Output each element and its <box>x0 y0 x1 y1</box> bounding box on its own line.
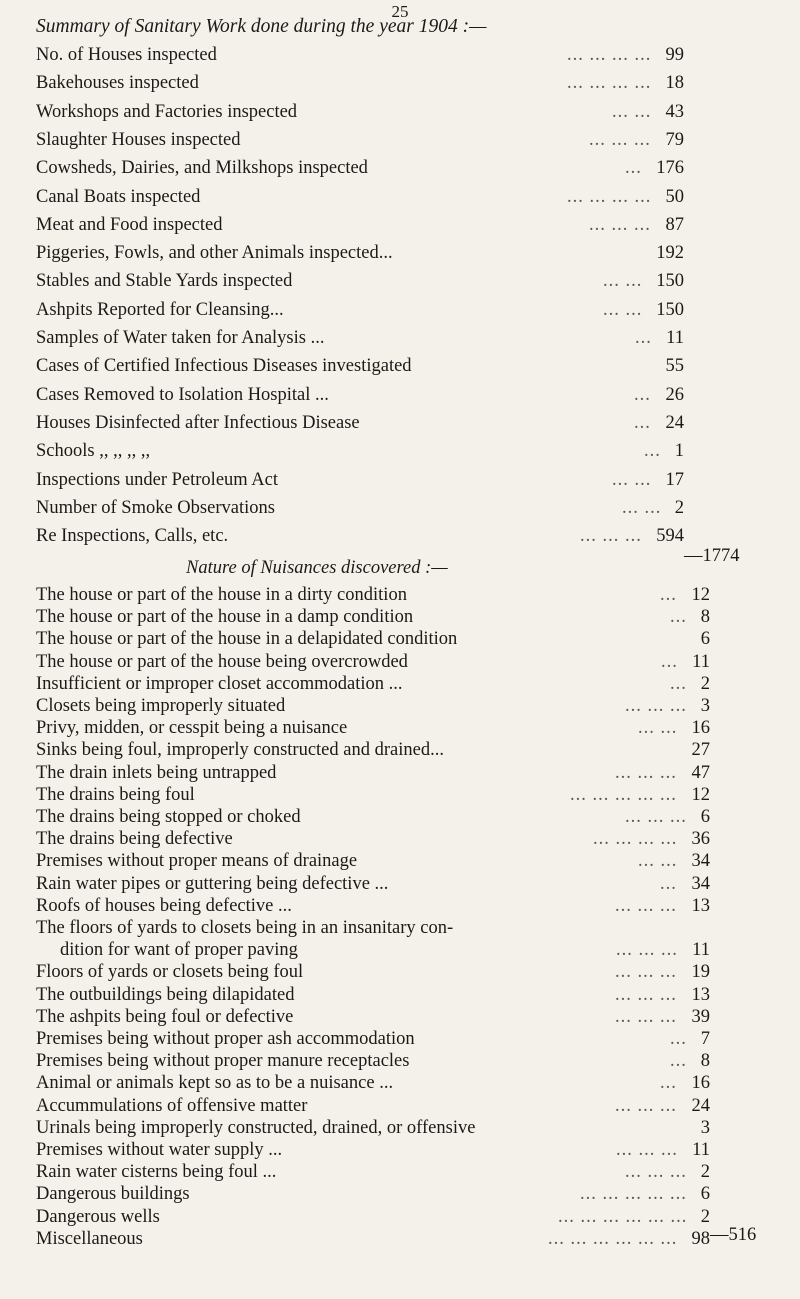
inspection-count: 1 <box>674 441 684 462</box>
inspection-count: 150 <box>656 271 684 292</box>
nuisance-label: Urinals being improperly constructed, drained, or offensive <box>36 1117 476 1138</box>
inspection-leader-dots: ... ... <box>622 497 662 518</box>
nuisance-count: 27 <box>691 740 710 761</box>
nuisance-count: 6 <box>700 1184 710 1205</box>
inspection-row <box>36 42 684 68</box>
inspection-label: No. of Houses inspected <box>36 45 217 65</box>
nuisance-count: 6 <box>700 807 710 827</box>
inspection-count: 176 <box>656 158 684 179</box>
inspection-row <box>36 410 684 436</box>
inspection-leader-dots: ... ... <box>603 299 643 320</box>
nuisance-leader-dots: ... ... ... <box>615 1006 677 1027</box>
nuisance-count: 11 <box>692 651 710 672</box>
inspection-count: 11 <box>666 328 684 348</box>
inspection-count: 79 <box>665 129 684 150</box>
inspection-count: 594 <box>656 526 684 547</box>
inspection-leader-dots: ... <box>635 328 652 348</box>
inspection-leader-dots: ... ... ... ... <box>567 73 652 94</box>
nuisance-label: The drains being defective <box>36 829 233 850</box>
nuisance-label: Premises without water supply ... <box>36 1140 283 1160</box>
nuisance-label: Dangerous wells <box>36 1206 160 1227</box>
nuisance-label: Animal or animals kept so as to be a nuisance ... <box>36 1073 394 1094</box>
nuisance-label: Rain water cisterns being foul ... <box>36 1162 277 1183</box>
nuisance-leader-dots: ... <box>670 607 687 628</box>
nuisance-leader-dots: ... <box>670 1029 687 1049</box>
nuisance-label: Floors of yards or closets being foul <box>36 962 304 983</box>
inspection-label: Workshops and Factories inspected <box>36 101 298 122</box>
inspection-row <box>36 240 684 266</box>
inspection-count: 150 <box>656 299 684 320</box>
inspection-row <box>36 212 684 238</box>
inspection-row <box>36 353 684 379</box>
inspection-leader-dots: ... ... <box>603 271 643 292</box>
nuisance-label: The drains being stopped or choked <box>36 807 301 827</box>
inspection-row <box>36 523 684 549</box>
nuisance-leader-dots: ... <box>670 1051 687 1072</box>
nuisance-count: 8 <box>700 607 710 628</box>
inspection-label: Houses Disinfected after Infectious Disease <box>36 412 360 433</box>
inspection-row <box>36 99 684 125</box>
nuisance-leader-dots: ... ... ... ... ... ... <box>558 1206 688 1227</box>
inspection-leader-dots: ... <box>634 384 651 405</box>
inspection-label: Cases Removed to Isolation Hospital ... <box>36 384 329 405</box>
nuisance-leader-dots: ... ... ... <box>615 962 677 983</box>
nuisance-label: Premises without proper means of drainage <box>36 851 358 872</box>
inspection-row <box>36 495 684 521</box>
inspection-label: Piggeries, Fowls, and other Animals inspected... <box>36 243 393 264</box>
nuisance-leader-dots: ... ... ... <box>615 1095 677 1116</box>
inspection-row <box>36 70 684 96</box>
inspection-count: 26 <box>665 384 684 405</box>
nuisance-leader-dots: ... ... ... ... ... <box>570 784 677 805</box>
nuisance-count: 6 <box>700 629 710 650</box>
inspection-label: Inspections under Petroleum Act <box>36 469 278 490</box>
inspection-label: Canal Boats inspected <box>36 186 201 207</box>
nuisance-label: Dangerous buildings <box>36 1184 190 1205</box>
nuisance-count: 13 <box>691 984 710 1005</box>
nuisance-label: Insufficient or improper closet accommodation ... <box>36 673 403 694</box>
inspection-leader-dots: ... ... <box>612 101 652 122</box>
nuisance-count: 36 <box>691 829 710 850</box>
nuisance-label: The house or part of the house in a damp condition <box>36 607 414 628</box>
inspection-label: Number of Smoke Observations <box>36 497 275 518</box>
inspection-label: Re Inspections, Calls, etc. <box>36 526 229 547</box>
inspection-row <box>36 467 684 493</box>
nuisance-label: Roofs of houses being defective ... <box>36 895 292 916</box>
nuisance-count: 39 <box>691 1006 710 1027</box>
nuisance-label: Miscellaneous <box>36 1228 143 1249</box>
inspection-count: 2 <box>674 497 684 518</box>
inspection-label: Samples of Water taken for Analysis ... <box>36 328 325 348</box>
inspection-count: 55 <box>665 356 684 377</box>
inspection-count: 87 <box>665 214 684 235</box>
inspection-label: Bakehouses inspected <box>36 73 199 94</box>
inspection-leader-dots: ... <box>634 412 651 433</box>
nuisance-count: 47 <box>691 762 710 783</box>
nuisance-count: 98 <box>691 1228 710 1249</box>
inspection-leader-dots: ... <box>644 441 661 462</box>
inspection-label: Meat and Food inspected <box>36 214 223 235</box>
nuisance-label: The house or part of the house in a dirty condition <box>36 585 407 605</box>
nuisance-label: Accummulations of offensive matter <box>36 1095 308 1116</box>
nuisances-heading: Nature of Nuisances discovered :— <box>186 558 448 578</box>
nuisance-count: 3 <box>700 1117 710 1138</box>
nuisance-label: Rain water pipes or guttering being defective ... <box>36 873 389 894</box>
nuisance-count: 34 <box>691 873 710 894</box>
inspection-row <box>36 297 684 323</box>
nuisance-label: Premises being without proper ash accommodation <box>36 1029 415 1049</box>
nuisance-label: The house or part of the house being overcrowded <box>36 651 408 672</box>
nuisance-label: The drains being foul <box>36 784 195 805</box>
inspection-count: 50 <box>665 186 684 207</box>
nuisance-count: 2 <box>700 1162 710 1183</box>
nuisance-count: 3 <box>700 696 710 716</box>
inspection-count: 24 <box>665 412 684 433</box>
inspection-row <box>36 184 684 210</box>
inspection-leader-dots: ... ... ... ... <box>567 186 652 207</box>
inspection-leader-dots: ... ... ... <box>589 214 651 235</box>
nuisance-label: The drain inlets being untrapped <box>36 762 277 783</box>
nuisance-count: 19 <box>691 962 710 983</box>
inspection-count: 17 <box>665 469 684 490</box>
inspections-total: —1774 <box>684 546 740 566</box>
nuisance-leader-dots: ... ... ... ... ... <box>580 1184 687 1205</box>
inspection-row <box>36 438 684 464</box>
nuisance-leader-dots: ... <box>670 673 687 694</box>
nuisance-label: Privy, midden, or cesspit being a nuisance <box>36 718 348 739</box>
inspection-count: 192 <box>656 243 684 264</box>
inspection-label: Stables and Stable Yards inspected <box>36 271 293 292</box>
nuisance-label: Closets being improperly situated <box>36 696 286 716</box>
nuisance-count: 2 <box>700 673 710 694</box>
nuisance-leader-dots: ... ... <box>638 718 678 739</box>
inspection-row <box>36 127 684 153</box>
nuisance-count: 7 <box>700 1029 710 1049</box>
nuisance-leader-dots: ... ... <box>638 851 678 872</box>
nuisances-total: —516 <box>710 1225 757 1245</box>
nuisance-count: 16 <box>691 1073 710 1094</box>
inspection-leader-dots: ... ... ... ... <box>567 45 652 65</box>
nuisance-leader-dots: ... ... ... <box>625 696 687 716</box>
inspection-label: Slaughter Houses inspected <box>36 129 241 150</box>
nuisance-leader-dots: ... ... ... <box>625 1162 687 1183</box>
inspection-leader-dots: ... <box>625 158 642 179</box>
summary-title: Summary of Sanitary Work done during the year 1904 :— <box>36 16 487 37</box>
nuisance-leader-dots: ... <box>660 585 677 605</box>
nuisance-label: dition for want of proper paving <box>60 940 298 961</box>
nuisance-count: 11 <box>692 940 710 961</box>
inspection-label: Cowsheds, Dairies, and Milkshops inspected <box>36 158 368 179</box>
nuisance-leader-dots: ... ... ... <box>616 940 678 961</box>
nuisance-row <box>36 1226 710 1252</box>
nuisance-count: 16 <box>691 718 710 739</box>
nuisance-count: 12 <box>691 585 710 605</box>
inspection-label: Schools ,, ,, ,, ,, <box>36 441 151 462</box>
nuisance-leader-dots: ... ... ... ... <box>593 829 678 850</box>
nuisance-leader-dots: ... ... ... <box>615 895 677 916</box>
nuisance-leader-dots: ... ... ... <box>615 984 677 1005</box>
inspection-count: 99 <box>665 45 684 65</box>
nuisance-label: The house or part of the house in a delapidated condition <box>36 629 458 650</box>
inspection-label: Ashpits Reported for Cleansing... <box>36 299 284 320</box>
nuisance-count: 34 <box>691 851 710 872</box>
inspection-leader-dots: ... ... ... <box>580 526 642 547</box>
nuisance-leader-dots: ... ... ... <box>625 807 687 827</box>
nuisance-count: 8 <box>700 1051 710 1072</box>
nuisance-count: 24 <box>691 1095 710 1116</box>
nuisance-label: The floors of yards to closets being in an insanitary con- <box>36 918 454 938</box>
nuisance-label: Premises being without proper manure receptacles <box>36 1051 410 1072</box>
inspection-row <box>36 155 684 181</box>
nuisance-count: 13 <box>691 895 710 916</box>
nuisance-count: 12 <box>691 784 710 805</box>
nuisance-label: The outbuildings being dilapidated <box>36 984 295 1005</box>
nuisance-label: The ashpits being foul or defective <box>36 1006 294 1027</box>
inspection-leader-dots: ... ... ... <box>589 129 651 150</box>
nuisance-leader-dots: ... <box>660 1073 677 1094</box>
nuisance-leader-dots: ... ... ... <box>615 762 677 783</box>
page-number: 25 <box>391 2 409 21</box>
inspection-leader-dots: ... ... <box>612 469 652 490</box>
nuisance-leader-dots: ... <box>661 651 678 672</box>
nuisance-leader-dots: ... ... ... ... ... ... <box>548 1228 678 1249</box>
inspection-row <box>36 382 684 408</box>
inspection-row <box>36 268 684 294</box>
nuisance-leader-dots: ... <box>660 873 677 894</box>
nuisance-count: 2 <box>700 1206 710 1227</box>
inspection-count: 43 <box>665 101 684 122</box>
nuisance-leader-dots: ... ... ... <box>616 1140 678 1160</box>
inspection-row <box>36 325 684 351</box>
inspection-count: 18 <box>665 73 684 94</box>
nuisance-count: 11 <box>692 1140 710 1160</box>
inspection-label: Cases of Certified Infectious Diseases investigated <box>36 356 412 377</box>
nuisance-label: Sinks being foul, improperly constructed and drained... <box>36 740 444 761</box>
